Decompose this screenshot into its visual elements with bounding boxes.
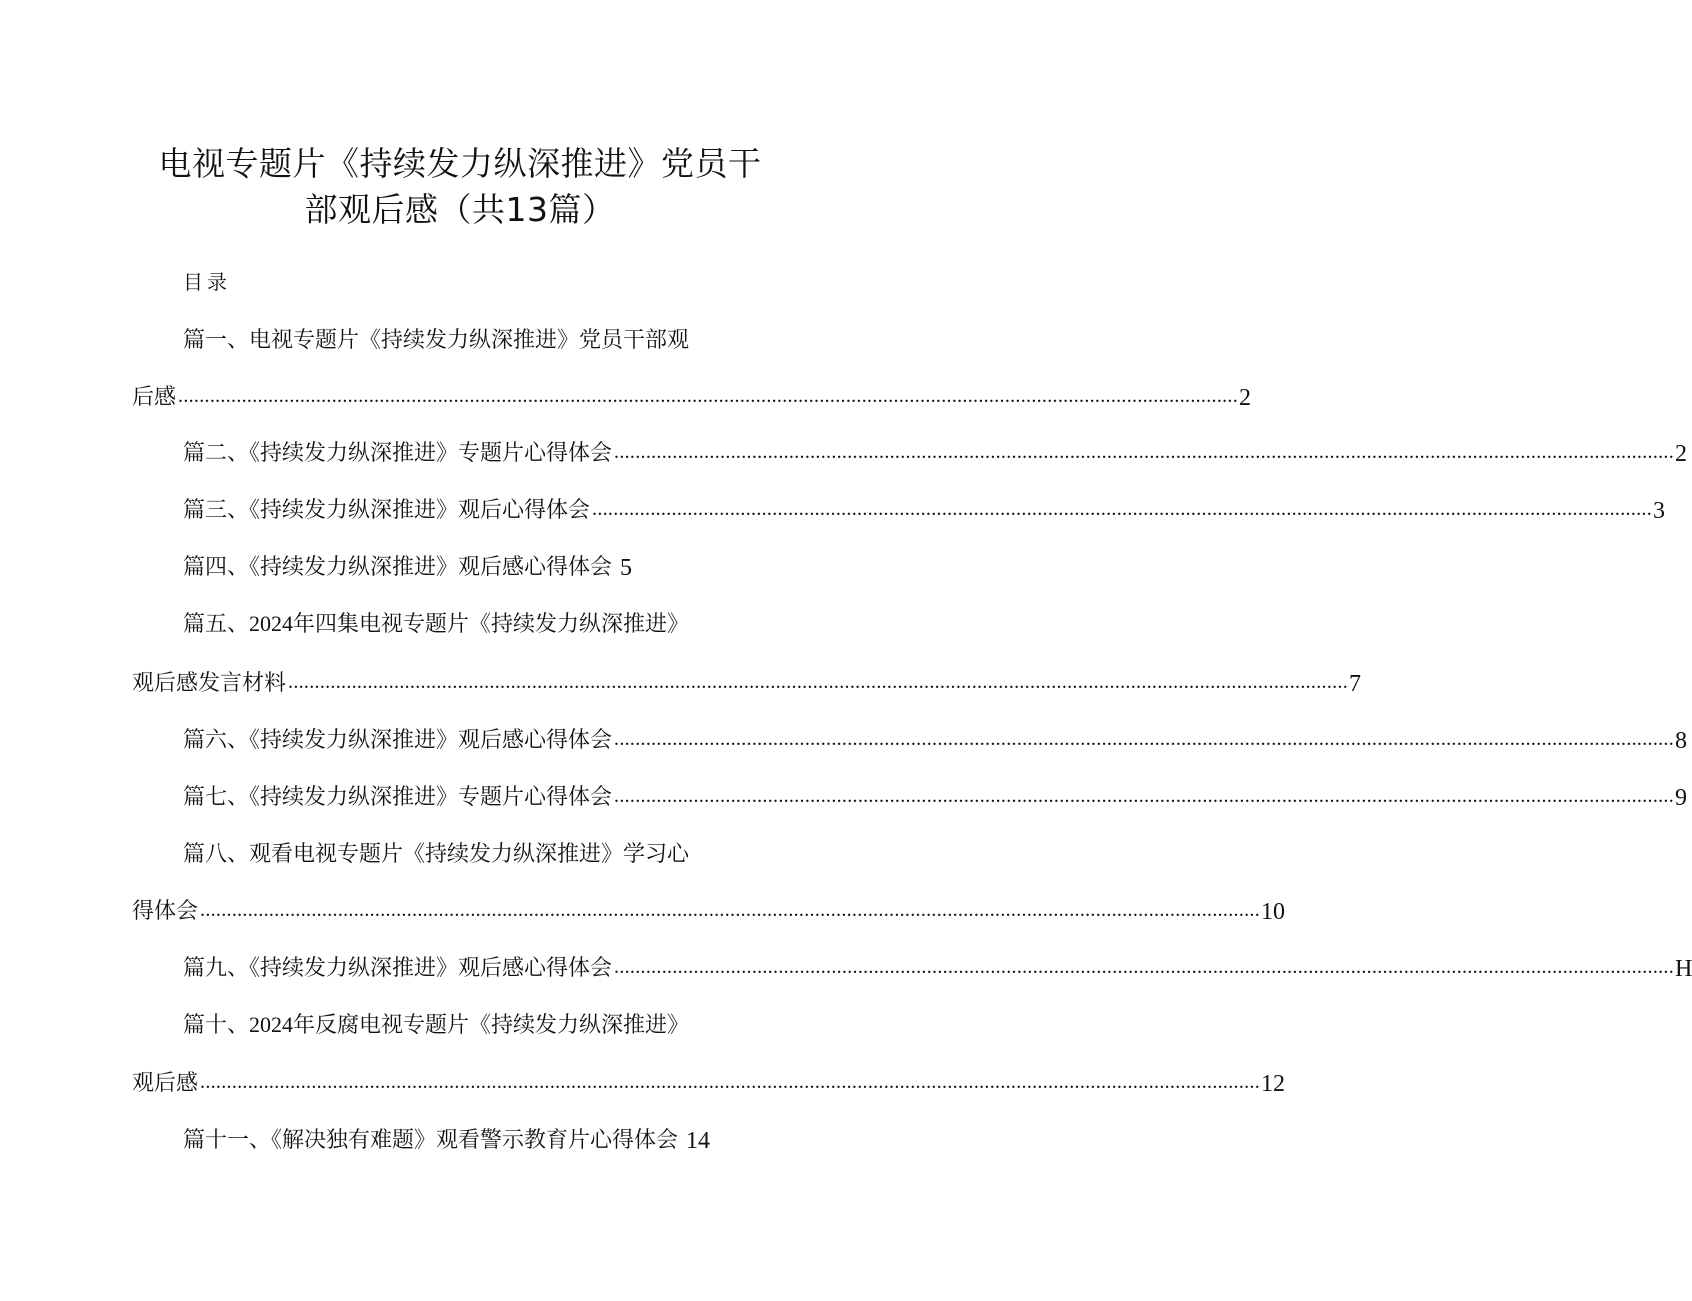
toc-page-number: 3 bbox=[1653, 498, 1666, 524]
toc-leader-dots: ........................................................................................................................................................................................................ bbox=[592, 498, 1653, 520]
toc-page-number: 8 bbox=[1675, 728, 1688, 754]
toc-entry-text: 篇十、2024年反腐电视专题片《持续发力纵深推进》 bbox=[183, 1012, 690, 1038]
toc-entry-text: 篇十一、《解决独有难题》观看警示教育片心得体会 bbox=[183, 1128, 679, 1153]
toc-entry-6[interactable] bbox=[183, 722, 1688, 756]
toc-entry-1-line-2[interactable] bbox=[132, 379, 1252, 413]
toc-page-number: 14 bbox=[686, 1128, 711, 1154]
toc-entry-5-line-2[interactable] bbox=[132, 665, 1362, 699]
toc-entry-9[interactable] bbox=[183, 950, 1692, 984]
toc-leader-dots: ........................................................................................................................................................................................................ bbox=[200, 899, 1261, 921]
toc-entry-text: 篇七、《持续发力纵深推进》专题片心得体会 bbox=[183, 785, 613, 810]
toc-entry-10-line-2[interactable] bbox=[132, 1065, 1286, 1099]
toc-entry-4[interactable] bbox=[183, 549, 632, 583]
toc-entry-8-line-2[interactable] bbox=[132, 893, 1286, 927]
toc-leader-dots: ........................................................................................................................................................................................................ bbox=[178, 385, 1239, 407]
toc-entry-text: 篇八、观看电视专题片《持续发力纵深推进》学习心 bbox=[183, 842, 690, 867]
toc-entry-2[interactable] bbox=[183, 435, 1688, 469]
toc-entry-text: 篇九、《持续发力纵深推进》观后感心得体会 bbox=[183, 956, 613, 981]
toc-entry-1-line-1[interactable] bbox=[183, 322, 689, 356]
document-title-line-2: 部观后感（共13篇） bbox=[304, 190, 616, 229]
toc-page-number: 5 bbox=[620, 555, 633, 581]
toc-entry-text: 篇三、《持续发力纵深推进》观后心得体会 bbox=[183, 498, 591, 523]
toc-entry-text: 后感 bbox=[132, 385, 177, 410]
toc-entry-7[interactable] bbox=[183, 779, 1688, 813]
toc-leader-dots: ........................................................................................................................................................................................................ bbox=[200, 1071, 1261, 1093]
toc-page-number: 10 bbox=[1261, 899, 1286, 925]
toc-page-number: 7 bbox=[1349, 671, 1362, 697]
toc-entry-8-line-1[interactable] bbox=[183, 836, 689, 870]
toc-entry-11[interactable] bbox=[183, 1122, 710, 1156]
document-title-line-1: 电视专题片《持续发力纵深推进》党员干 bbox=[158, 144, 762, 183]
toc-entry-text: 篇六、《持续发力纵深推进》观后感心得体会 bbox=[183, 728, 613, 753]
toc-entry-text: 篇四、《持续发力纵深推进》观后感心得体会 bbox=[183, 555, 613, 580]
toc-entry-text: 得体会 bbox=[132, 899, 199, 924]
toc-leader-dots: ........................................................................................................................................................................................................ bbox=[614, 956, 1675, 978]
toc-page-number: H bbox=[1675, 956, 1692, 982]
toc-page-number: 2 bbox=[1675, 441, 1688, 467]
toc-entry-10-line-1[interactable] bbox=[183, 1007, 689, 1041]
toc-entry-3[interactable] bbox=[183, 492, 1666, 526]
toc-page-number: 12 bbox=[1261, 1071, 1286, 1097]
toc-entry-text: 观后感发言材料 bbox=[132, 671, 287, 696]
toc-leader-dots: ........................................................................................................................................................................................................ bbox=[614, 728, 1675, 750]
toc-leader-dots: ........................................................................................................................................................................................................ bbox=[614, 785, 1675, 807]
toc-leader-dots: ........................................................................................................................................................................................................ bbox=[614, 441, 1675, 463]
toc-entry-text: 篇五、2024年四集电视专题片《持续发力纵深推进》 bbox=[183, 611, 690, 637]
toc-entry-text: 观后感 bbox=[132, 1071, 199, 1096]
toc-page-number: 9 bbox=[1675, 785, 1688, 811]
toc-entry-text: 篇二、《持续发力纵深推进》专题片心得体会 bbox=[183, 441, 613, 466]
toc-heading: 目录 bbox=[183, 270, 231, 294]
toc-entry-text: 篇一、电视专题片《持续发力纵深推进》党员干部观 bbox=[183, 328, 690, 353]
toc-leader-dots: ........................................................................................................................................................................................................ bbox=[288, 671, 1349, 693]
toc-page-number: 2 bbox=[1239, 385, 1252, 411]
toc-entry-5-line-1[interactable] bbox=[183, 606, 689, 640]
